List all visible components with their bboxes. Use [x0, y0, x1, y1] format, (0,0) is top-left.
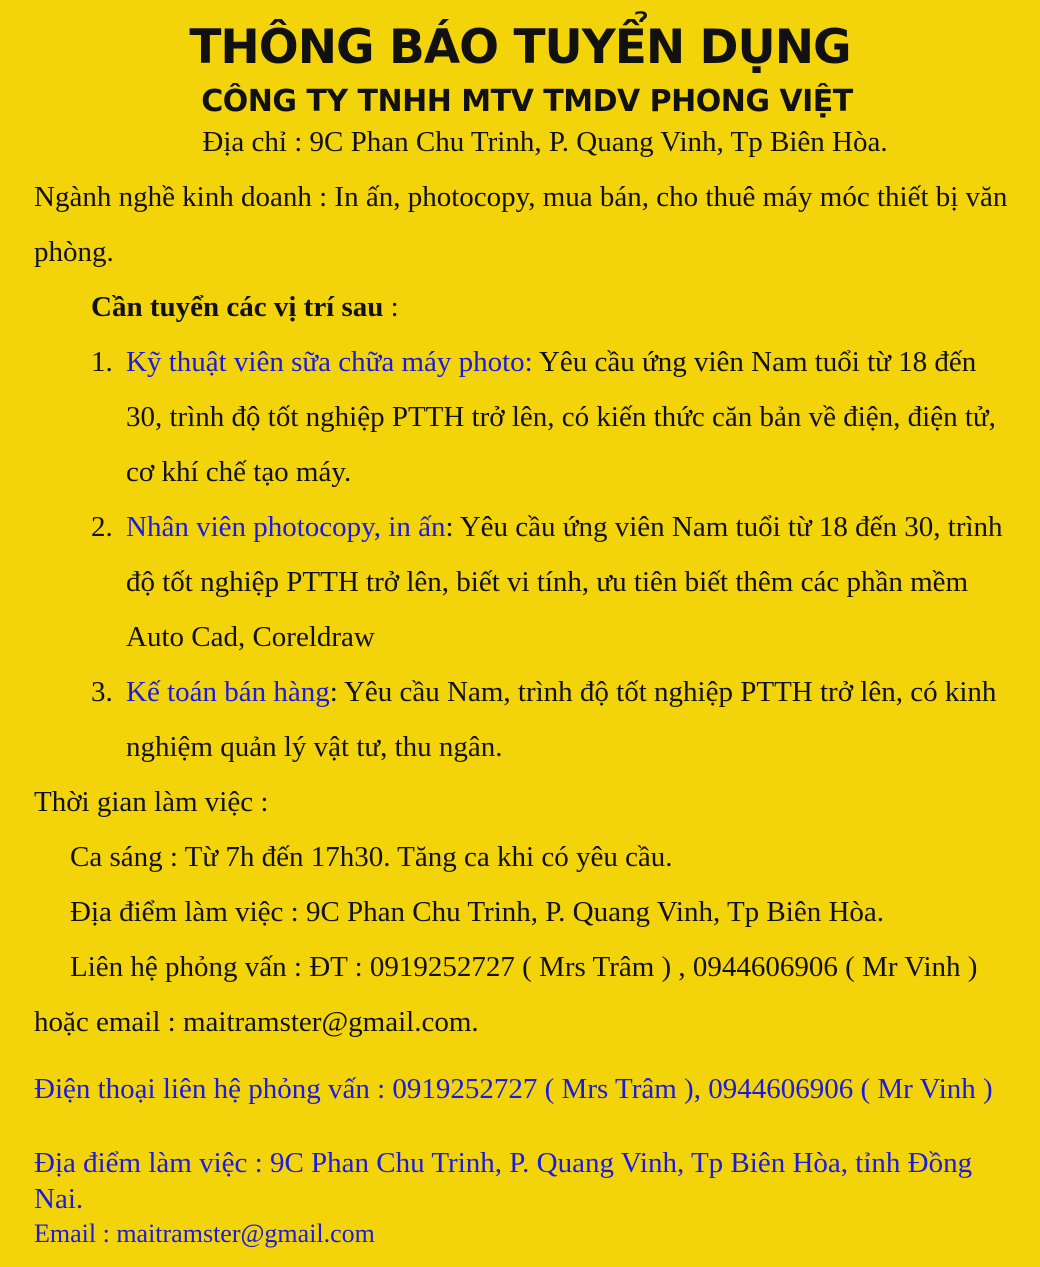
positions-heading-text: Cần tuyển các vị trí sau [91, 291, 384, 323]
position-title: Nhân viên photocopy, in ấn [126, 511, 446, 543]
position-item-photocopy-staff [0, 500, 1006, 665]
position-description: : Yêu cầu ứng viên Nam tuổi từ 18 đến 30, trình độ tốt nghiệp PTTH trở lên, biết vi tính, ưu tiên biết thêm các phần mềm Auto Cad, Coreldraw [126, 511, 1003, 653]
business-lines: Ngành nghề kinh doanh : In ấn, photocopy, mua bán, cho thuê máy móc thiết bị văn phòng. [34, 181, 1008, 268]
position-title: Kỹ thuật viên sữa chữa máy photo: [126, 346, 533, 378]
footer-place: Địa điểm làm việc : 9C Phan Chu Trinh, P. Quang Vinh, Tp Biên Hòa, tỉnh Đồng Nai. [34, 1147, 973, 1215]
position-number: 2. [91, 511, 113, 543]
position-title: Kế toán bán hàng [126, 676, 330, 708]
position-description: : Yêu cầu Nam, trình độ tốt nghiệp PTTH trở lên, có kinh nghiệm quản lý vật tư, thu ngân. [126, 676, 997, 763]
positions-heading [91, 280, 991, 335]
positions-list [0, 335, 1040, 775]
company-address: Địa chỉ : 9C Phan Chu Trinh, P. Quang Vinh, Tp Biên Hòa. [202, 126, 888, 158]
company-name: CÔNG TY TNHH MTV TMDV PHONG VIỆT [201, 84, 853, 119]
positions-heading-colon: : [383, 291, 399, 323]
footer-phone: Điện thoại liên hệ phỏng vấn : 0919252727 ( Mrs Trâm ), 0944606906 ( Mr Vinh ) [34, 1073, 993, 1105]
morning-shift: Ca sáng : Từ 7h đến 17h30. Tăng ca khi có yêu cầu. [70, 841, 673, 873]
position-item-sales-accountant [0, 665, 1006, 775]
position-item-technician [0, 335, 1006, 500]
work-time-label: Thời gian làm việc : [34, 786, 269, 818]
position-number: 1. [91, 346, 113, 378]
work-place: Địa điểm làm việc : 9C Phan Chu Trinh, P. Quang Vinh, Tp Biên Hòa. [70, 896, 885, 928]
footer-email: Email : maitramster@gmail.com [34, 1219, 375, 1248]
position-number: 3. [91, 676, 113, 708]
notice-title: THÔNG BÁO TUYỂN DỤNG [189, 20, 851, 75]
position-description: Yêu cầu ứng viên Nam tuổi từ 18 đến 30, trình độ tốt nghiệp PTTH trở lên, có kiến thức căn bản về điện, điện tử, cơ khí chế tạo máy. [126, 346, 996, 488]
interview-contact: Liên hệ phỏng vấn : ĐT : 0919252727 ( Mrs Trâm ) , 0944606906 ( Mr Vinh ) hoặc email : maitramster@gmail.com. [34, 951, 978, 1038]
